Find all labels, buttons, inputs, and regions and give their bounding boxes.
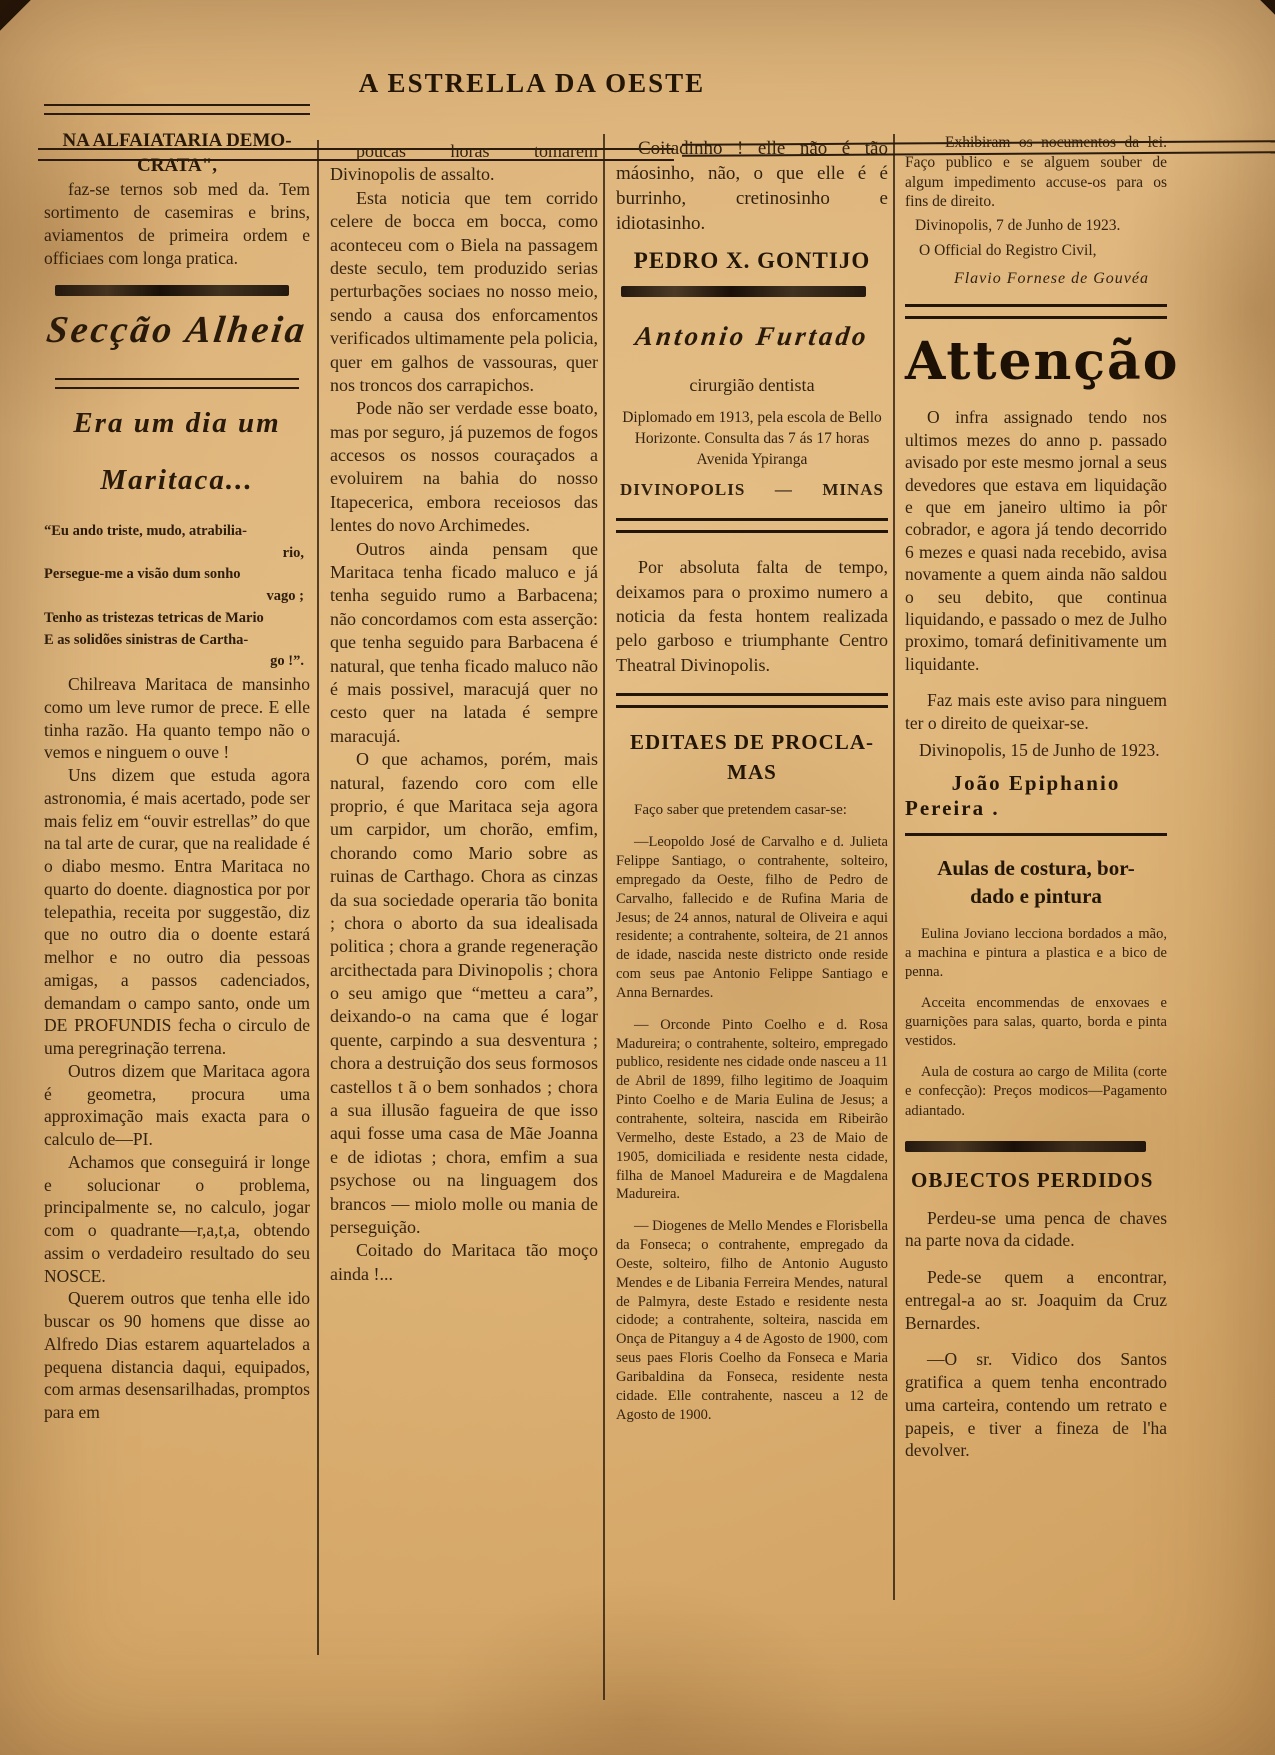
poem-line: rio, [282, 544, 304, 561]
poem-line: E as solidões sinistras de Cartha- [44, 631, 249, 648]
section-divider-rule [616, 693, 888, 708]
lost-objects-paragraph: Pede-se quem a encontrar, entregal-a ao sr. Joaquim da Cruz Bernardes. [905, 1267, 1167, 1333]
registry-notice: — Exhibiram os nocumentos da lei. Faço publico e se alguem souber de algum impedimento accuse-os para os fins de direito. [905, 134, 1167, 211]
section-header: Secção Alheia [44, 309, 310, 352]
costura-paragraph: Aula de costura ao cargo de Milita (corte e confecção): Preços modicos—Pagamento adiantado. [905, 1064, 1167, 1119]
editaes-heading-line2: MAS [727, 760, 777, 785]
editaes-intro: Faço saber que pretendem casar-se: [634, 801, 847, 818]
page-corner-shadow [0, 0, 46, 46]
attencao-paragraph: O infra assignado tendo nos ultimos mezes do anno p. passado avisado por este mesmo jornal a seus devedores que estava em liquidação e que em janeiro ultimo ia pôr cobrador, e agora já tendo decorrido 6 mezes e quasi nada recebido, avisa novamente a quem ainda não saldou o seu debito, que continua liquidando, e passado o mez de Julho proximo, tomará definitivamente um liquidante. [905, 407, 1167, 674]
ad-body: faz-se ternos sob med da. Tem sortimento de casemiras e brins, aviamentos de primeira ordem e officiaes com longa pratica. [44, 179, 310, 268]
poem [44, 521, 310, 673]
body-paragraph: Chilreava Maritaca de mansinho como um leve rumor de prece. E elle tinha razão. Ha quanto tempo não o vemos e ninguem o ouve ! [44, 674, 310, 763]
marriage-notice: —Leopoldo José de Carvalho e d. Julieta Felippe Santiago, o contrahente, solteiro, empregado da Oeste, filho de Pedro de Carvalho, fallecido e de Rufina Maria de Jesus; de 24 annos, natural de Oliveira e aqui residente; a contrahente, solteira, de 21 annos de idade, nascida neste districto onde reside com seus pae Antonio Felippe Santiago e Anna Bernardes. [616, 834, 888, 1001]
dentist-ad-role: cirurgião dentista [689, 374, 815, 395]
body-paragraph: O que achamos, porém, mais natural, fazendo coro com elle proprio, é que Maritaca seja agora um carpidor, um chorão, emfim, chorando como Mario sobre as ruinas de Carthago. Chora as cinzas da sua sociedade operaria tão bonita ; chora o aborto da sua idealisada politica ; chora a grande regeneração arcithectada para Divinopolis ; chora o seu amigo que “metteu a cara”, deixando-o na cama que é logar quente, carpindo a sua desventura ; chora a destruição dos seus formosos castellos t ã o bem sonhados ; chora a sua illusão fagueira de que isso aqui fosse uma casa de Mãe Joanna e de idiotas ; chora, emfim a sua psychose ou na linguagem dos brancos — miolo molle ou mania de perseguição. [330, 749, 598, 1237]
poem-line: go !”. [270, 653, 304, 670]
body-paragraph: Querem outros que tenha elle ido buscar os 90 homens que disse ao Alfredo Dias estarem aquartelados a pequena distancia daqui, equipados, com armas desensarilhadas, promptos para em [44, 1288, 310, 1423]
registry-official: O Official do Registro Civil, [919, 242, 1097, 260]
byline: PEDRO X. GONTIJO [633, 248, 871, 274]
column-3 [616, 136, 888, 1424]
registry-signature: Flavio Fornese de Gouvéa [953, 270, 1149, 288]
ad-top-rule [44, 104, 310, 115]
editorial-note: Por absoluta falta de tempo, deixamos para o proximo numero a noticia da festa hontem realizada pelo garboso e triumphante Centro Theatral Divinopolis. [616, 557, 888, 675]
section-divider-rule [905, 304, 1167, 319]
costura-paragraph: Eulina Joviano lecciona bordados a mão, a machina e pintura a plastica e a bico de penna. [905, 925, 1167, 980]
attencao-date: Divinopolis, 15 de Junho de 1923. [919, 739, 1160, 760]
body-paragraph: Esta noticia que tem corrido celere de bocca em bocca, como aconteceu com o Biela na passagem deste seculo, tem produzido serias perturbações sociaes no nosso meio, sendo a causa dos enforcamentos verificados ultimamente pela policia, quer em galhos de vassouras, quer nos troncos dos carrapichos. [330, 187, 598, 395]
costura-heading-line1: Aulas de costura, bor- [937, 855, 1135, 880]
body-paragraph: poucas horas tomarem Divinopolis de assalto. [330, 141, 598, 185]
masthead-title: A ESTRELLA DA OESTE [358, 68, 706, 98]
attencao-signature-line1: João Epiphanio [951, 770, 1121, 795]
decorative-ink-bar [621, 286, 866, 297]
page-corner-shadow [1237, 0, 1275, 38]
poem-line: Tenho as tristezas tetricas de Mario [44, 609, 264, 626]
section-divider-rule [616, 518, 888, 533]
section-rule [55, 378, 300, 389]
column-divider [603, 134, 605, 1700]
ad-title: NA ALFAIATARIA DEMO-CRATA", [62, 130, 292, 176]
column-divider [317, 140, 319, 1655]
dentist-ad-name: Antonio Furtado [633, 321, 871, 352]
body-paragraph: Achamos que conseguirá ir longe e solucionar o problema, principalmente se, no calculo, jogar com o quadrante—r,a,t,a, obtendo assim o verdadeiro resultado do seu NOSCE. [44, 1151, 310, 1286]
body-paragraph: Coitado do Maritaca tão moço ainda !... [330, 1240, 598, 1284]
body-paragraph: Outros dizem que Maritaca agora é geometra, procura uma approximação mais exacta para o calculo de—PI. [44, 1060, 310, 1150]
article-title-line2: Maritaca... [100, 463, 254, 496]
costura-heading-line2: dado e pintura [970, 884, 1102, 909]
poem-line: “Eu ando triste, mudo, atrabilia- [44, 522, 248, 539]
lost-objects-paragraph: —O sr. Vidico dos Santos gratifica a quem tenha encontrado uma carteira, contendo um retrato e papeis, e tiver a fineza de l'ha devolver. [905, 1349, 1167, 1461]
column-divider [893, 134, 895, 1600]
marriage-notice: — Orconde Pinto Coelho e d. Rosa Madureira; o contrahente, solteiro, empregado publico, residente nes cidade onde nasceu a 11 de Abril de 1899, filho legitimo de Joaquim Pinto Coelho e de Maria Eulina de Jesus; a contrahente, solteira, nascida em Ribeirão Vermelho, deste Estado, a 23 de Maio de 1905, domiciliada e residente nesta cidade, filha de Manoel Madureira e de Magdalena Madureira. [616, 1016, 888, 1203]
section-divider-rule [905, 833, 1167, 836]
body-paragraph: Pode não ser verdade esse boato, mas por seguro, já puzemos de fogos accesos os nossos couraçados a evoluirem na bahia do nosso Itapecerica, embora receiosos das lentes do novo Archimedes. [330, 398, 598, 536]
attencao-paragraph: Faz mais este aviso para ninguem ter o direito de queixar-se. [905, 690, 1167, 733]
column-1 [44, 104, 310, 1424]
lost-objects-heading: OBJECTOS PERDIDOS [911, 1167, 1154, 1192]
article-title-line1: Era um dia um [73, 406, 281, 439]
dentist-ad-info: Diplomado em 1913, pela escola de Bello Horizonte. Consulta das 7 ás 17 horas Avenida Ypiranga [622, 408, 882, 468]
decorative-ink-bar [905, 1141, 1146, 1152]
costura-paragraph: Acceita encommendas de enxovaes e guarnições para salas, quarto, borda e pinta vestidos. [905, 994, 1167, 1050]
city-name: DIVINOPOLIS [620, 480, 746, 500]
poem-line: Persegue-me a visão dum sonho [44, 566, 241, 583]
registry-date: Divinopolis, 7 de Junho de 1923. [915, 217, 1121, 235]
editaes-heading-line1: EDITAES DE PROCLA- [630, 729, 874, 754]
poem-line: vago ; [266, 588, 304, 605]
decorative-ink-bar [55, 285, 289, 296]
body-paragraph: Outros ainda pensam que Maritaca tenha ficado maluco e já tenha seguido rumo a Barbacena; não concordamos com esta asserção: que tenha seguido para Barbacena é natural, que tenha ficado maluco não é mais possivel, maracujá quer no cesto quer na latada é sempre maracujá. [330, 538, 598, 746]
dash: — [774, 480, 793, 500]
body-paragraph: Uns dizem que estuda agora astronomia, é mais acertado, pode ser mais feliz em “ouvir estrellas” do que na tal arte de curar, que na realidade é o diabo mesmo. Entra Maritaca no quarto do doente. diagnostica por por telepathia, receita por suggestão, diz que no outro dia o doente estará melhor e no outro dia pessoas amigas, a passos cadenciados, demandam o campo santo, onde um DE PROFUNDIS fecha o circulo de uma peregrinação terrena. [44, 765, 310, 1059]
column-4 [905, 133, 1180, 1462]
dentist-ad-city [616, 480, 888, 500]
column-2 [330, 140, 598, 1286]
state-name: MINAS [822, 480, 884, 500]
attencao-signature-line2: Pereira . [905, 795, 1000, 820]
attencao-heading: Attenção [905, 331, 1180, 393]
body-paragraph: Coitadinho ! elle não é tão máosinho, não, o que elle é é burrinho, cretinosinho e idiotasinho. [616, 138, 888, 235]
marriage-notice: — Diogenes de Mello Mendes e Florisbella da Fonseca; o contrahente, empregado da Oeste, solteiro, filho de Antonio Augusto Mendes e de Libania Ferreira Mendes, natural de Palmyra, deste Estado e residente nesta cidode; a contrahente, solteira, nascida em Onça de Pitanguy a 4 de Agosto de 1900, com seus paes Floris Coelho da Fonseca e Maria Garibaldina da Fonseca, residente nesta cidade. Elle contrahente, nasceu a 12 de Agosto de 1900. [616, 1218, 888, 1423]
lost-objects-paragraph: Perdeu-se uma penca de chaves na parte nova da cidade. [905, 1207, 1167, 1251]
